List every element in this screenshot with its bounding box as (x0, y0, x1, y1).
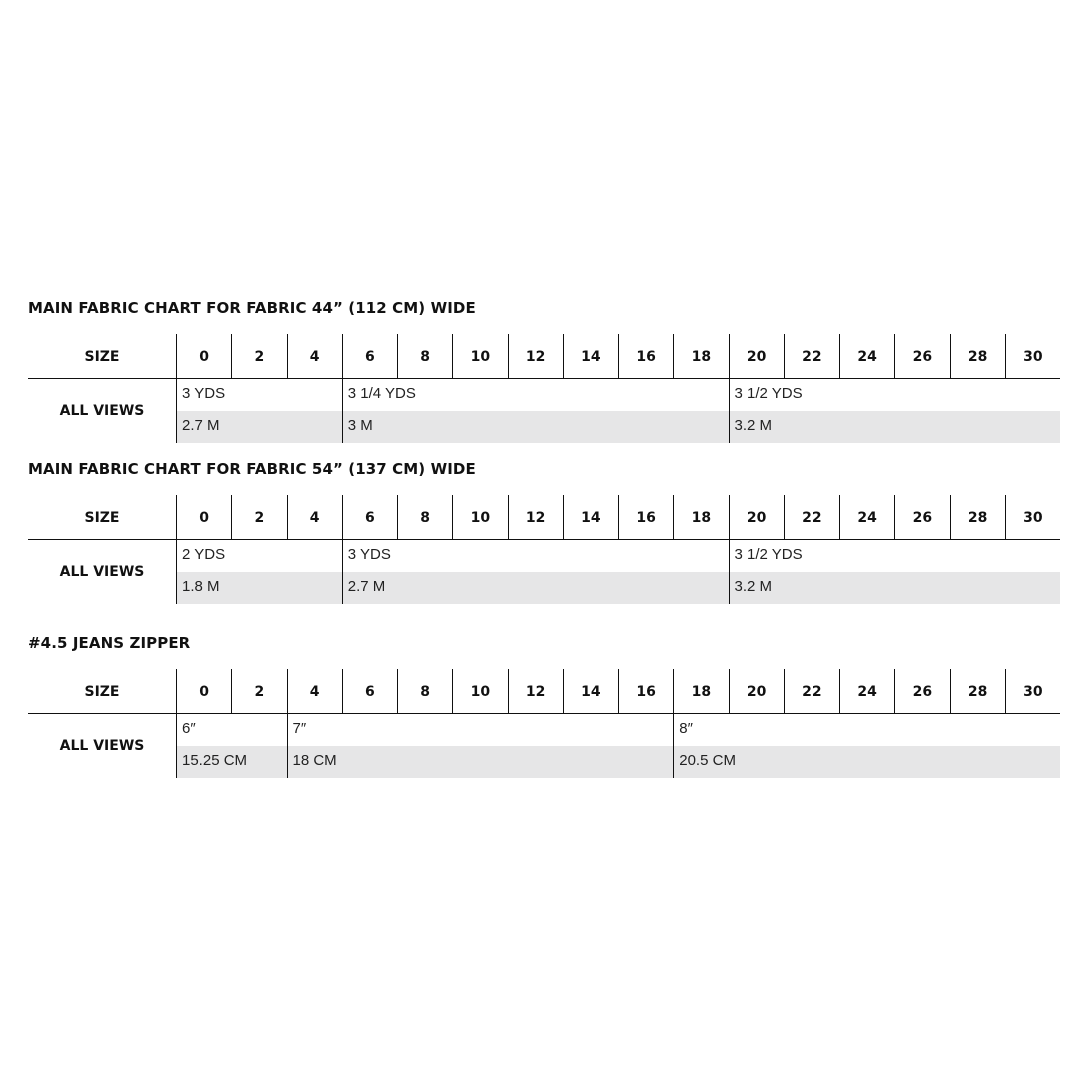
size-range-cell (287, 714, 674, 778)
imperial-value: 2 YDS (182, 546, 226, 563)
size-header-cell: 6 (342, 495, 397, 539)
chart-title: MAIN FABRIC CHART FOR FABRIC 44” (112 CM) WIDE (28, 299, 476, 317)
size-header-cell: 28 (950, 669, 1005, 713)
size-header-cell: 8 (397, 334, 452, 378)
metric-value: 18 CM (292, 752, 337, 769)
all-views-row (28, 540, 1060, 604)
imperial-value: 3 YDS (347, 546, 391, 563)
size-header-cell: 10 (452, 495, 507, 539)
size-header-cell: 18 (673, 669, 728, 713)
size-header-cell: 22 (784, 334, 839, 378)
size-range-cell (176, 714, 287, 778)
size-range-cell (176, 540, 342, 604)
size-header-cell: 26 (894, 669, 949, 713)
row-label: ALL VIEWS (59, 738, 145, 754)
chart-title: #4.5 JEANS ZIPPER (28, 634, 191, 652)
size-header-cell: 4 (287, 669, 342, 713)
size-header-cell: 16 (618, 495, 673, 539)
size-header-cell: 4 (287, 495, 342, 539)
size-header-cell: 4 (287, 334, 342, 378)
size-header-row (28, 495, 1060, 539)
size-header-cell: 26 (894, 334, 949, 378)
imperial-value: 8″ (679, 720, 693, 737)
size-header-cell: 24 (839, 334, 894, 378)
size-header-cell: 10 (452, 669, 507, 713)
size-header-cell: 20 (729, 669, 784, 713)
size-header-cell: 24 (839, 669, 894, 713)
all-views-row (28, 379, 1060, 443)
size-header-cell: 30 (1005, 669, 1060, 713)
size-header-cell: 10 (452, 334, 507, 378)
size-header-label: SIZE (84, 684, 120, 700)
metric-value: 20.5 CM (679, 752, 736, 769)
size-header-cell: 12 (508, 669, 563, 713)
size-header-cell: 28 (950, 495, 1005, 539)
size-header-cell: 14 (563, 334, 618, 378)
size-range-cell (729, 540, 1061, 604)
size-header-cell: 14 (563, 495, 618, 539)
size-header-cell: 28 (950, 334, 1005, 378)
metric-value: 15.25 CM (182, 752, 248, 769)
metric-value: 2.7 M (347, 578, 386, 595)
size-header-cell: 18 (673, 495, 728, 539)
row-label: ALL VIEWS (59, 564, 145, 580)
size-header-cell: 8 (397, 669, 452, 713)
imperial-value: 7″ (292, 720, 307, 737)
size-header-label: SIZE (84, 510, 120, 526)
size-header-cell: 0 (176, 669, 231, 713)
imperial-value: 3 1/4 YDS (347, 385, 416, 402)
size-header-cell: 30 (1005, 334, 1060, 378)
size-header-cell: 24 (839, 495, 894, 539)
metric-value: 2.7 M (182, 417, 220, 434)
row-label: ALL VIEWS (59, 403, 145, 419)
imperial-value: 3 YDS (182, 385, 226, 402)
imperial-value: 6″ (182, 720, 196, 737)
size-header-cell: 2 (231, 669, 286, 713)
size-header-cell: 12 (508, 495, 563, 539)
all-views-row (28, 714, 1060, 778)
chart-title: MAIN FABRIC CHART FOR FABRIC 54” (137 CM) WIDE (28, 460, 476, 478)
size-header-cell: 26 (894, 495, 949, 539)
size-header-cell: 16 (618, 669, 673, 713)
size-header-cell: 2 (231, 334, 286, 378)
size-range-cell (729, 379, 1061, 443)
size-header-cell: 2 (231, 495, 286, 539)
size-header-cell: 14 (563, 669, 618, 713)
size-header-cell: 30 (1005, 495, 1060, 539)
metric-value: 3.2 M (734, 417, 773, 434)
size-header-cell: 22 (784, 495, 839, 539)
size-header-cell: 20 (729, 495, 784, 539)
size-header-cell: 12 (508, 334, 563, 378)
size-header-label: SIZE (84, 349, 120, 365)
size-header-cell: 18 (673, 334, 728, 378)
metric-value: 3.2 M (734, 578, 773, 595)
size-header-row (28, 669, 1060, 713)
size-header-row (28, 334, 1060, 378)
imperial-value: 3 1/2 YDS (734, 546, 803, 563)
size-header-cell: 20 (729, 334, 784, 378)
size-range-cell (176, 379, 342, 443)
size-header-cell: 6 (342, 669, 397, 713)
size-header-cell: 16 (618, 334, 673, 378)
metric-value: 1.8 M (182, 578, 220, 595)
imperial-value: 3 1/2 YDS (734, 385, 803, 402)
size-range-cell (342, 540, 729, 604)
size-header-cell: 6 (342, 334, 397, 378)
size-header-cell: 22 (784, 669, 839, 713)
metric-value: 3 M (347, 417, 373, 434)
size-range-cell (342, 379, 729, 443)
size-header-cell: 0 (176, 334, 231, 378)
size-header-cell: 0 (176, 495, 231, 539)
size-range-cell (673, 714, 1060, 778)
size-header-cell: 8 (397, 495, 452, 539)
